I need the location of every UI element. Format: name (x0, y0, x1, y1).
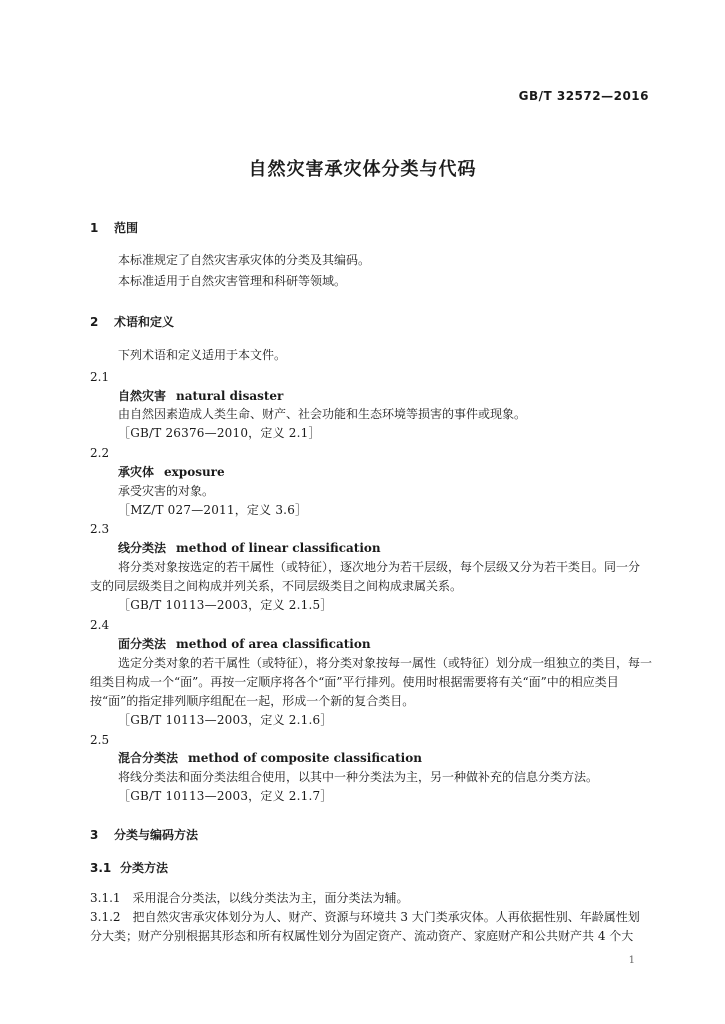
term-number: 2.5 (90, 733, 110, 747)
section-1-heading (90, 219, 138, 237)
subsection-title: 分类方法 (120, 861, 169, 875)
standard-code: GB/T 32572—2016 (518, 89, 649, 103)
term-number: 2.2 (90, 446, 110, 460)
term-zh: 混合分类法 (118, 751, 179, 765)
term-zh: 承灾体 (118, 465, 155, 479)
section-2-heading (90, 313, 174, 331)
term-heading (118, 749, 422, 767)
page-number: 1 (628, 955, 635, 966)
section-3-heading (90, 826, 198, 844)
clause-item: 3.1.1 采用混合分类法，以线分类法为主，面分类法为辅。 (90, 891, 409, 905)
section-title: 范围 (114, 221, 139, 235)
term-reference: ［GB/T 10113—2003，定义 2.1.6］ (118, 713, 333, 727)
term-heading (118, 387, 283, 405)
section-number: 2 (90, 315, 99, 329)
term-en: method of composite classification (188, 751, 422, 765)
term-reference: ［MZ/T 027—2011，定义 3.6］ (118, 503, 308, 517)
paragraph: 本标准适用于自然灾害管理和科研等领域。 (118, 274, 347, 288)
term-reference: ［GB/T 10113—2003，定义 2.1.7］ (118, 789, 333, 803)
term-zh: 线分类法 (118, 541, 167, 555)
section-title: 术语和定义 (114, 315, 175, 329)
term-definition: 按“面”的指定排列顺序组配在一起，形成一个新的复合类目。 (90, 694, 415, 708)
term-zh: 自然灾害 (118, 389, 167, 403)
term-en: exposure (164, 465, 225, 479)
term-heading (118, 539, 381, 557)
term-definition: 将分类对象按选定的若干属性（或特征），逐次地分为若干层级，每个层级又分为若干类目。同一分 (118, 560, 641, 574)
term-reference: ［GB/T 10113—2003，定义 2.1.5］ (118, 598, 333, 612)
term-definition: 选定分类对象的若干属性（或特征），将分类对象按每一属性（或特征）划分成一组独立的类目，每一 (118, 656, 653, 670)
term-number: 2.4 (90, 618, 110, 632)
term-heading (118, 463, 225, 481)
term-en: natural disaster (176, 389, 284, 403)
term-number: 2.3 (90, 522, 110, 536)
term-en: method of area classification (176, 637, 371, 651)
paragraph: 下列术语和定义适用于本文件。 (118, 348, 287, 362)
term-definition: 组类目构成一个“面”。再按一定顺序将各个“面”平行排列。使用时根据需要将有关“面”中的相应类目 (90, 675, 619, 689)
term-reference: ［GB/T 26376—2010，定义 2.1］ (118, 426, 321, 440)
subsection-heading (90, 859, 168, 877)
term-definition: 由自然因素造成人类生命、财产、社会功能和生态环境等损害的事件或现象。 (118, 407, 527, 421)
term-en: method of linear classification (176, 541, 381, 555)
term-definition: 将线分类法和面分类法组合使用，以其中一种分类法为主，另一种做补充的信息分类方法。 (118, 770, 599, 784)
term-number: 2.1 (90, 370, 110, 384)
term-heading (118, 635, 371, 653)
term-zh: 面分类法 (118, 637, 167, 651)
term-definition: 承受灾害的对象。 (118, 484, 215, 498)
section-number: 1 (90, 221, 99, 235)
section-title: 分类与编码方法 (114, 828, 199, 842)
clause-item: 分大类；财产分别根据其形态和所有权属性划分为固定资产、流动资产、家庭财产和公共财产共 4 个大 (90, 929, 634, 943)
section-number: 3 (90, 828, 99, 842)
subsection-number: 3.1 (90, 861, 112, 875)
clause-item: 3.1.2 把自然灾害承灾体划分为人、财产、资源与环境共 3 大门类承灾体。人再依据性别、年龄属性划 (90, 910, 640, 924)
term-definition: 支的同层级类目之间构成并列关系，不同层级类目之间构成隶属关系。 (90, 579, 463, 593)
paragraph: 本标准规定了自然灾害承灾体的分类及其编码。 (118, 253, 371, 267)
document-title: 自然灾害承灾体分类与代码 (248, 159, 477, 180)
